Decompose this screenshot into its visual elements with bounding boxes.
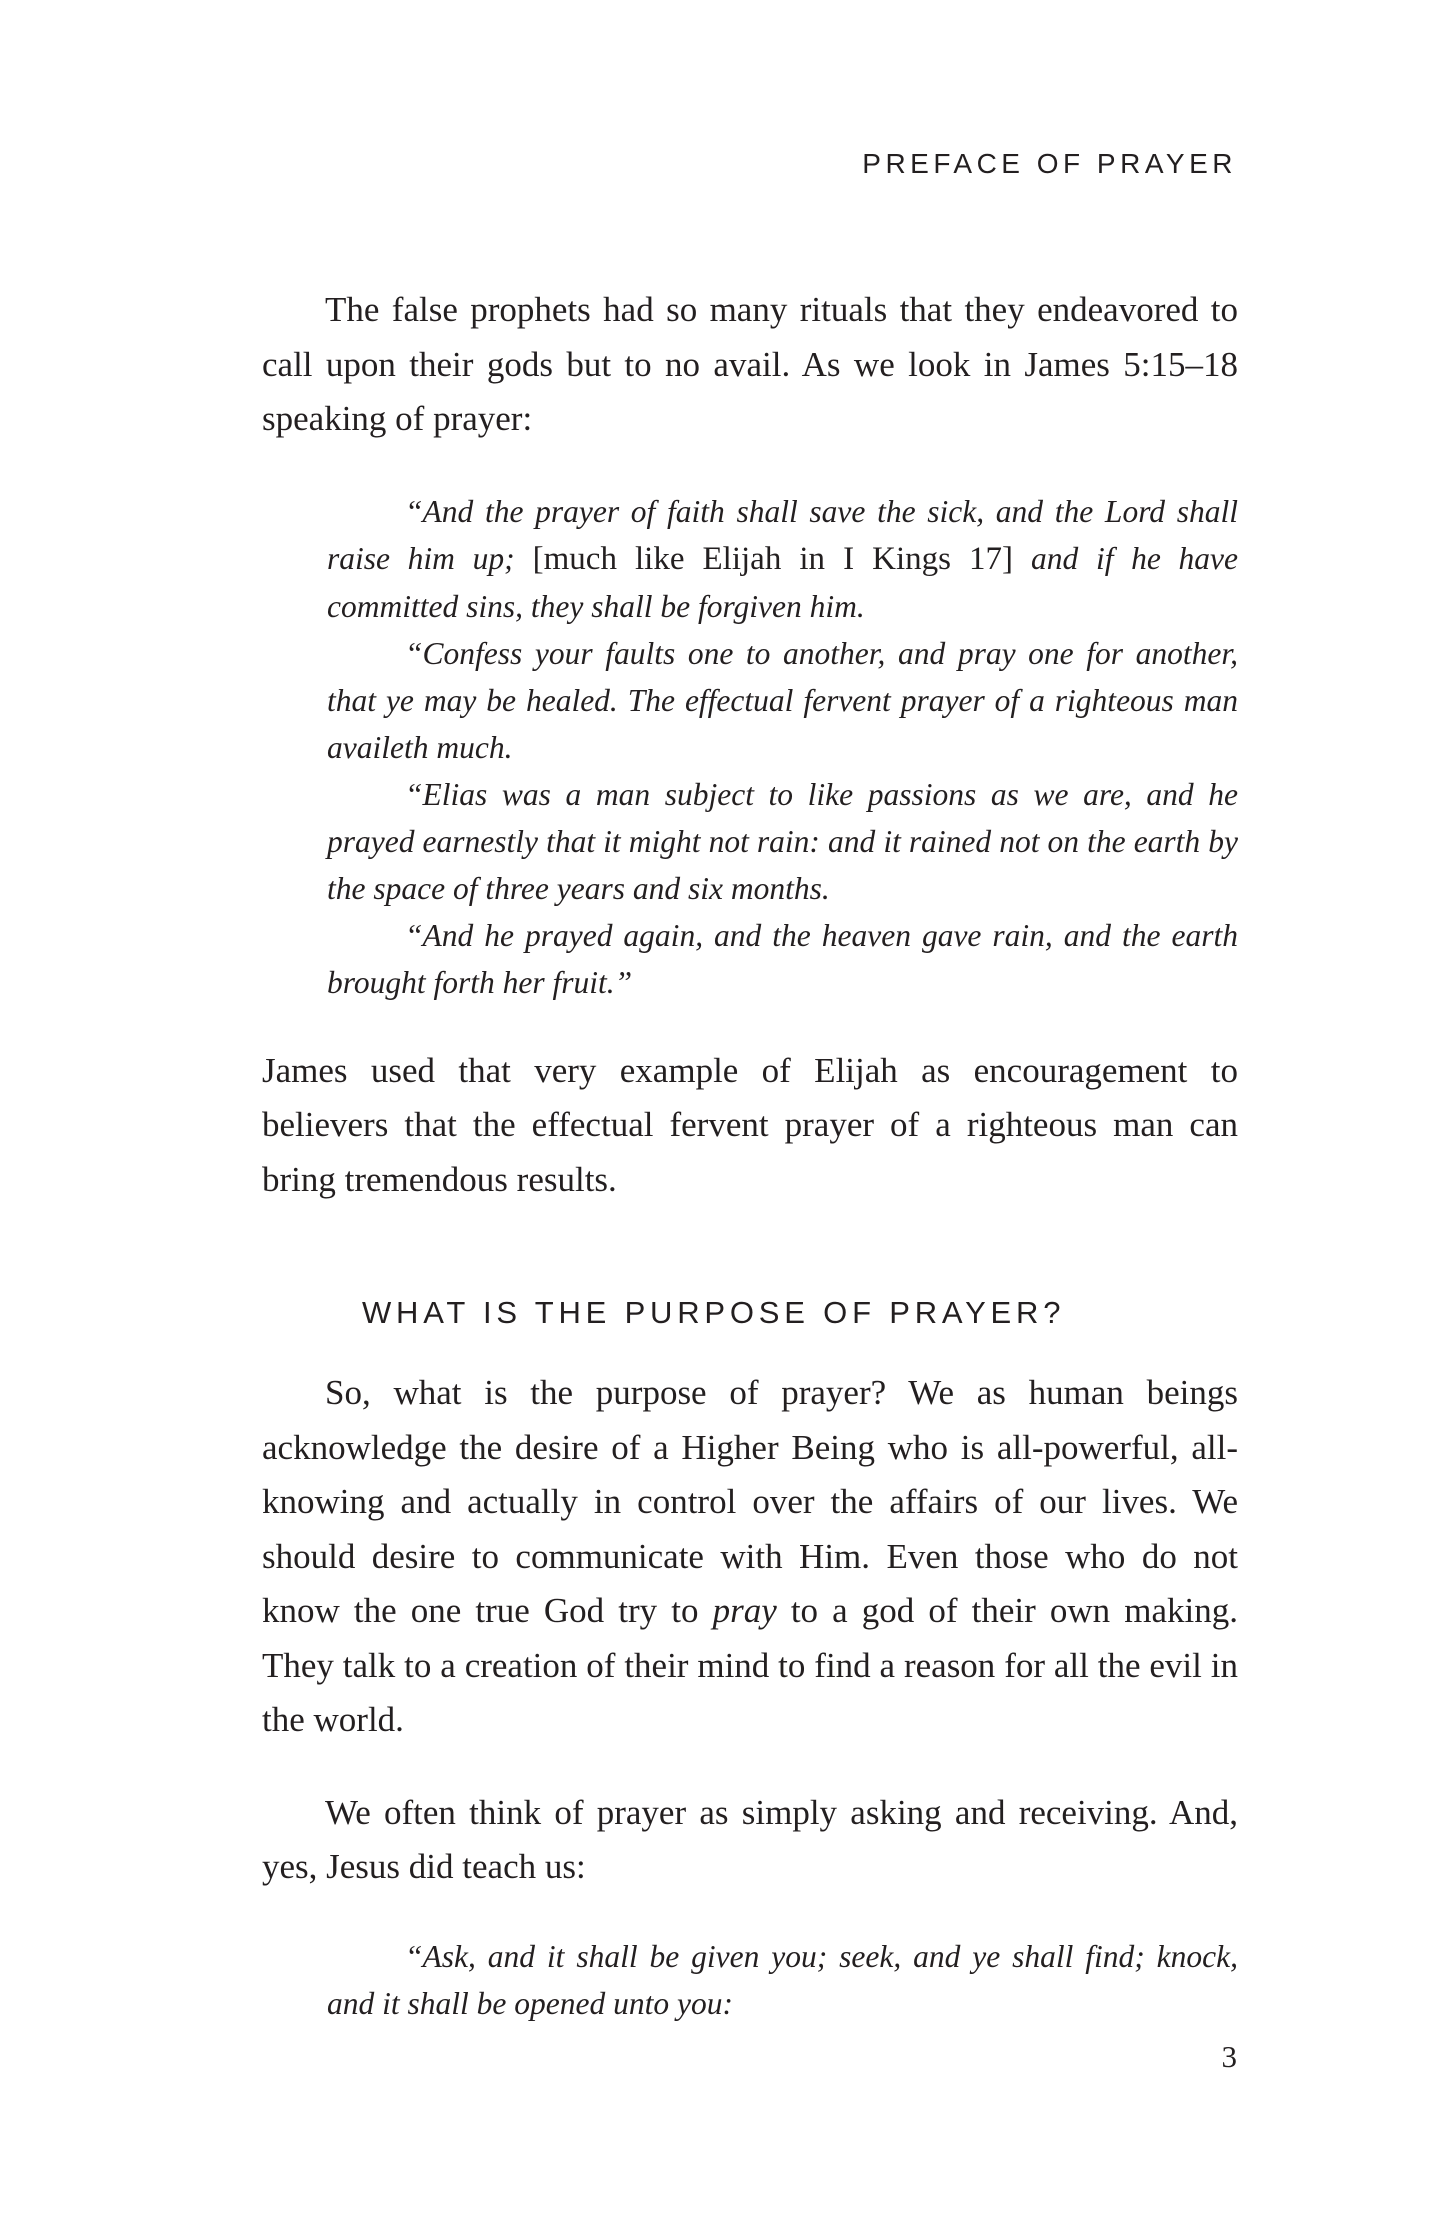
page-number: 3 (1221, 2039, 1237, 2074)
quote-verse-15 (327, 488, 1238, 630)
quote-verse-15-italic-b: and if he have committed sins, they shall be forgiven him. (327, 540, 1239, 624)
page-body (262, 283, 1238, 2027)
quote-verse-17: “Elias was a man subject to like passions as we are, and he prayed earnestly that it might not rain: and it rained not on the earth by the space of three years and six months. (327, 776, 1238, 906)
blockquote-matthew (327, 1933, 1238, 2027)
quote-verse-18: “And he prayed again, and the heaven gave rain, and the earth brought forth her fruit.” (327, 917, 1238, 1000)
paragraph-purpose-text-b: to a god of their own making. They talk to a creation of their mind to find a reason for all the evil in the world. (262, 1591, 1238, 1739)
paragraph-purpose-emphasis: pray (712, 1591, 777, 1630)
paragraph-false-prophets: The false prophets had so many rituals that they endeavored to call upon their gods but to no avail. As we look in James 5:15–18 speaking of prayer: (262, 290, 1238, 438)
quote-verse-15-italic-a: “And the prayer of faith shall save the sick, and the Lord shall raise him up; (327, 493, 1238, 576)
quote-ask-seek-knock: “Ask, and it shall be given you; seek, and ye shall find; knock, and it shall be opened unto you: (327, 1938, 1238, 2021)
blockquote-james (327, 488, 1238, 1006)
section-heading: WHAT IS THE PURPOSE OF PRAYER? (362, 1295, 1066, 1330)
paragraph-purpose (262, 1366, 1238, 1748)
paragraph-james-example: James used that very example of Elijah as encouragement to believers that the effectual fervent prayer of a righteous man can bring tremendous results. (262, 1050, 1238, 1199)
paragraph-asking: We often think of prayer as simply asking and receiving. And, yes, Jesus did teach us: (262, 1792, 1238, 1886)
running-head: PREFACE OF PRAYER (862, 148, 1237, 179)
quote-verse-15-aside: [much like Elijah in I Kings 17] (514, 540, 1032, 577)
paragraph-purpose-text-a: So, what is the purpose of prayer? We as human beings acknowledge the desire of a Higher Being who is all-powerful, all-knowing and actually in control over the affairs of our lives. We should desire to communicate with Him. Even those who do not know the one true God try to (262, 1373, 1238, 1630)
quote-verse-16: “Confess your faults one to another, and pray one for another, that ye may be healed. The effectual fervent prayer of a righteous man availeth much. (327, 635, 1238, 765)
